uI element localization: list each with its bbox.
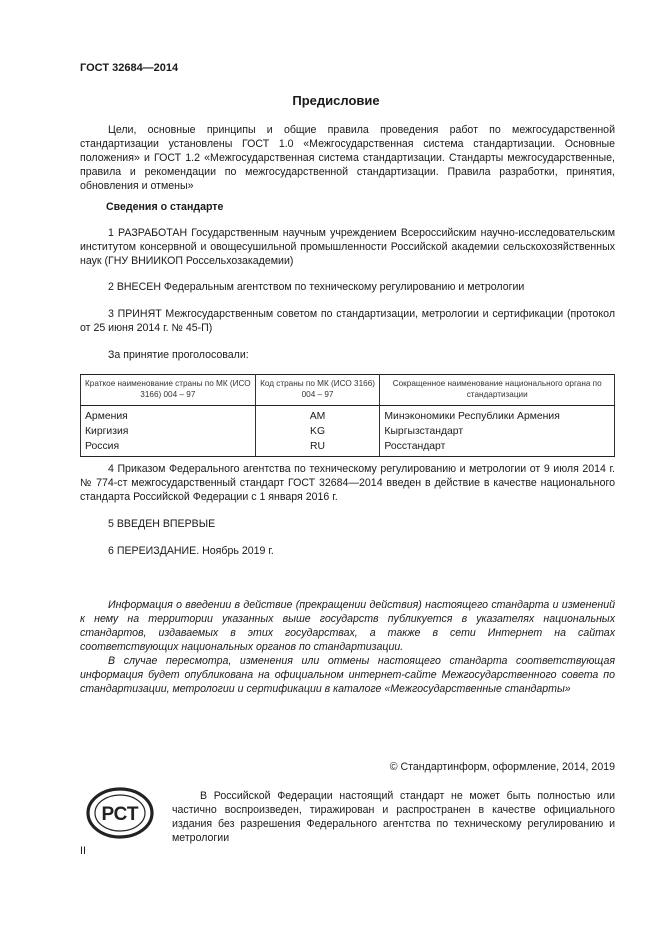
column-header-code: Код страны по МК (ИСО 3166) 004 – 97 — [255, 375, 380, 406]
country-cell: Киргизия — [81, 424, 256, 439]
column-header-body: Сокращенное наименование национального органа по стандартизации — [380, 375, 615, 406]
voted-label: За принятие проголосовали: — [108, 349, 249, 361]
item-adopted: 3 ПРИНЯТ Межгосударственным советом по стандартизации, метрологии и сертификации (протокол от 25 июня 2014 г. № 45-П) — [80, 308, 615, 334]
table-header-row — [81, 375, 615, 406]
body-cell: Кыргызстандарт — [380, 424, 615, 439]
item-reissue: 6 ПЕРЕИЗДАНИЕ. Ноябрь 2019 г. — [108, 545, 274, 557]
document-code: ГОСТ 32684—2014 — [80, 62, 179, 74]
item-developed: 1 РАЗРАБОТАН Государственным научным учреждением Всероссийским научно-исследовательским институтом консервной и овощесушильной промышленности Российской академии сельскохозяйственных наук (ГНУ ВНИИКОП Россельхозакадемии) — [80, 227, 615, 267]
code-cell: KG — [255, 424, 380, 439]
body-cell: Минэкономики Республики Армения — [380, 406, 615, 425]
legal-notice: В Российской Федерации настоящий стандарт не может быть полностью или частично воспроизведен, тиражирован и распространен в качестве официального издания без разрешения Федерального агентства по техническому регулированию и метрологии — [172, 790, 615, 844]
table-row — [81, 406, 615, 425]
item-order: 4 Приказом Федерального агентства по техническому регулированию и метрологии от 9 июля 2014 г. № 774-ст межгосударственный стандарт ГОСТ 32684—2014 введен в действие в качестве национального стандарта Российской Федерации с 1 января 2016 г. — [80, 463, 615, 503]
page-title: Предисловие — [292, 93, 380, 108]
code-cell: AM — [255, 406, 380, 425]
table-row — [81, 424, 615, 439]
intro-paragraph: Цели, основные принципы и общие правила проведения работ по межгосударственной стандартизации установлены ГОСТ 1.0 «Межгосударственная система стандартизации. Основные положения» и ГОСТ 1.2 «Межгосударственная система стандартизации. Стандарты межгосударственные, правила и рекомендации по межгосударственной стандартизации. Правила разработки, принятия, обновления и отмены» — [80, 124, 615, 192]
column-header-country: Краткое наименование страны по МК (ИСО 3166) 004 – 97 — [81, 375, 256, 406]
notice-paragraph-info: Информация о введении в действие (прекращении действия) настоящего стандарта и изменений к нему на территории указанных выше государств публикуется в указателях национальных стандартов, издаваемых в этих государствах, а также в сети Интернет на сайтах соответствующих национальных органов по стандартизации. — [80, 599, 615, 653]
logo-text: РСТ — [101, 804, 139, 825]
code-cell: RU — [255, 439, 380, 457]
item-introduced: 2 ВНЕСЕН Федеральным агентством по техническому регулированию и метрологии — [108, 281, 525, 293]
rst-logo — [82, 782, 162, 844]
body-cell: Росстандарт — [380, 439, 615, 457]
notice-paragraph-revision: В случае пересмотра, изменения или отмены настоящего стандарта соответствующая информация будет опубликована на официальном интернет-сайте Межгосударственного совета по стандартизации, метрологии и сертификации в каталоге «Межгосударственные стандарты» — [80, 655, 615, 695]
item-first-introduced: 5 ВВЕДЕН ВПЕРВЫЕ — [108, 518, 216, 530]
table-row — [81, 439, 615, 457]
section-subtitle: Сведения о стандарте — [106, 201, 224, 213]
page-number: II — [80, 845, 86, 857]
country-cell: Армения — [81, 406, 256, 425]
rst-mark-icon — [82, 782, 162, 844]
country-cell: Россия — [81, 439, 256, 457]
voting-table — [80, 374, 615, 457]
copyright-line: © Стандартинформ, оформление, 2014, 2019 — [389, 761, 615, 773]
